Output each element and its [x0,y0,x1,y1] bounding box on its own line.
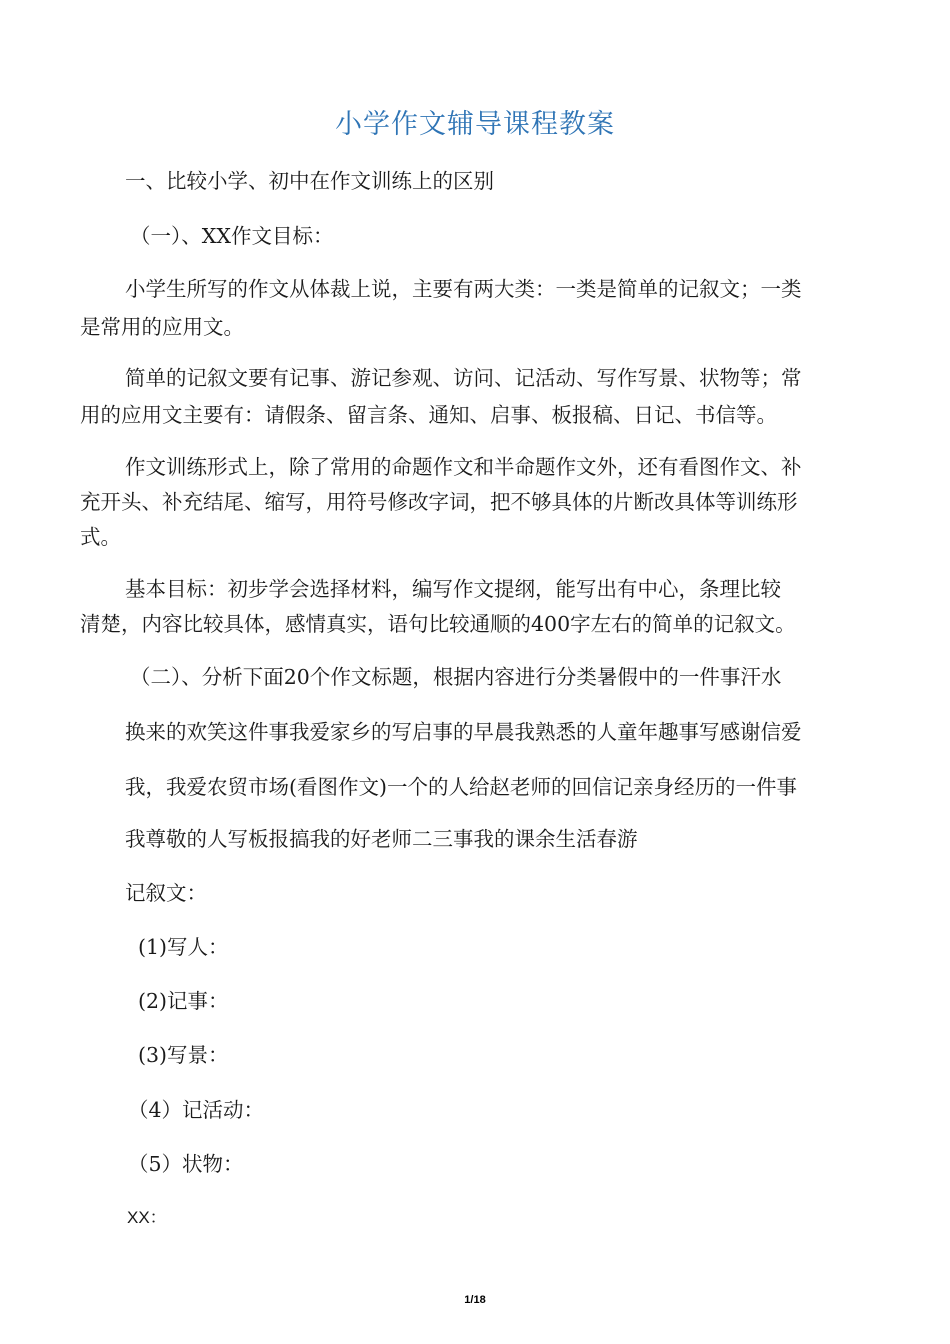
category-item: (3)写景： [138,1043,229,1067]
category-item: （5）状物： [128,1152,244,1176]
paragraph-line: 用的应用文主要有：请假条、留言条、通知、启事、板报稿、日记、书信等。 [80,403,777,427]
paragraph-line: 作文训练形式上，除了常用的命题作文和半命题作文外，还有看图作文、补 [125,455,802,479]
category-item: (1)写人： [138,935,229,959]
paragraph-line: 是常用的应用文。 [80,315,244,339]
category-heading: 记叙文： [125,881,207,905]
subsection-heading-2: （二）、分析下面20个作文标题，根据内容进行分类暑假中的一件事汗水 [130,665,782,689]
paragraph-line: 小学生所写的作文从体裁上说，主要有两大类：一类是简单的记叙文；一类 [125,277,802,301]
paragraph-line: 清楚，内容比较具体，感情真实，语句比较通顺的400字左右的简单的记叙文。 [80,612,796,636]
paragraph-line: 我，我爱农贸市场(看图作文)一个的人给赵老师的回信记亲身经历的一件事 [125,775,797,799]
paragraph-line: 换来的欢笑这件事我爱家乡的写启事的早晨我熟悉的人童年趣事写感谢信爱 [125,720,802,744]
subsection-heading-1: （一）、XX作文目标： [130,224,334,248]
section-heading-1: 一、比较小学、初中在作文训练上的区别 [125,169,494,193]
page-number: 1/18 [464,1294,486,1306]
category-heading: XX： [127,1208,167,1227]
paragraph-line: 充开头、补充结尾、缩写，用符号修改字词，把不够具体的片断改具体等训练形 [80,490,798,514]
paragraph-line: 简单的记叙文要有记事、游记参观、访问、记活动、写作写景、状物等；常 [125,366,802,390]
category-item: (2)记事： [138,989,229,1013]
paragraph-line: 基本目标：初步学会选择材料，编写作文提纲，能写出有中心，条理比较 [125,577,781,601]
paragraph-line: 式。 [80,525,121,549]
category-item: （4）记活动： [128,1098,265,1122]
document-title: 小学作文辅导课程教案 [335,109,615,140]
paragraph-line: 我尊敬的人写板报搞我的好老师二三事我的课余生活春游 [125,827,638,851]
